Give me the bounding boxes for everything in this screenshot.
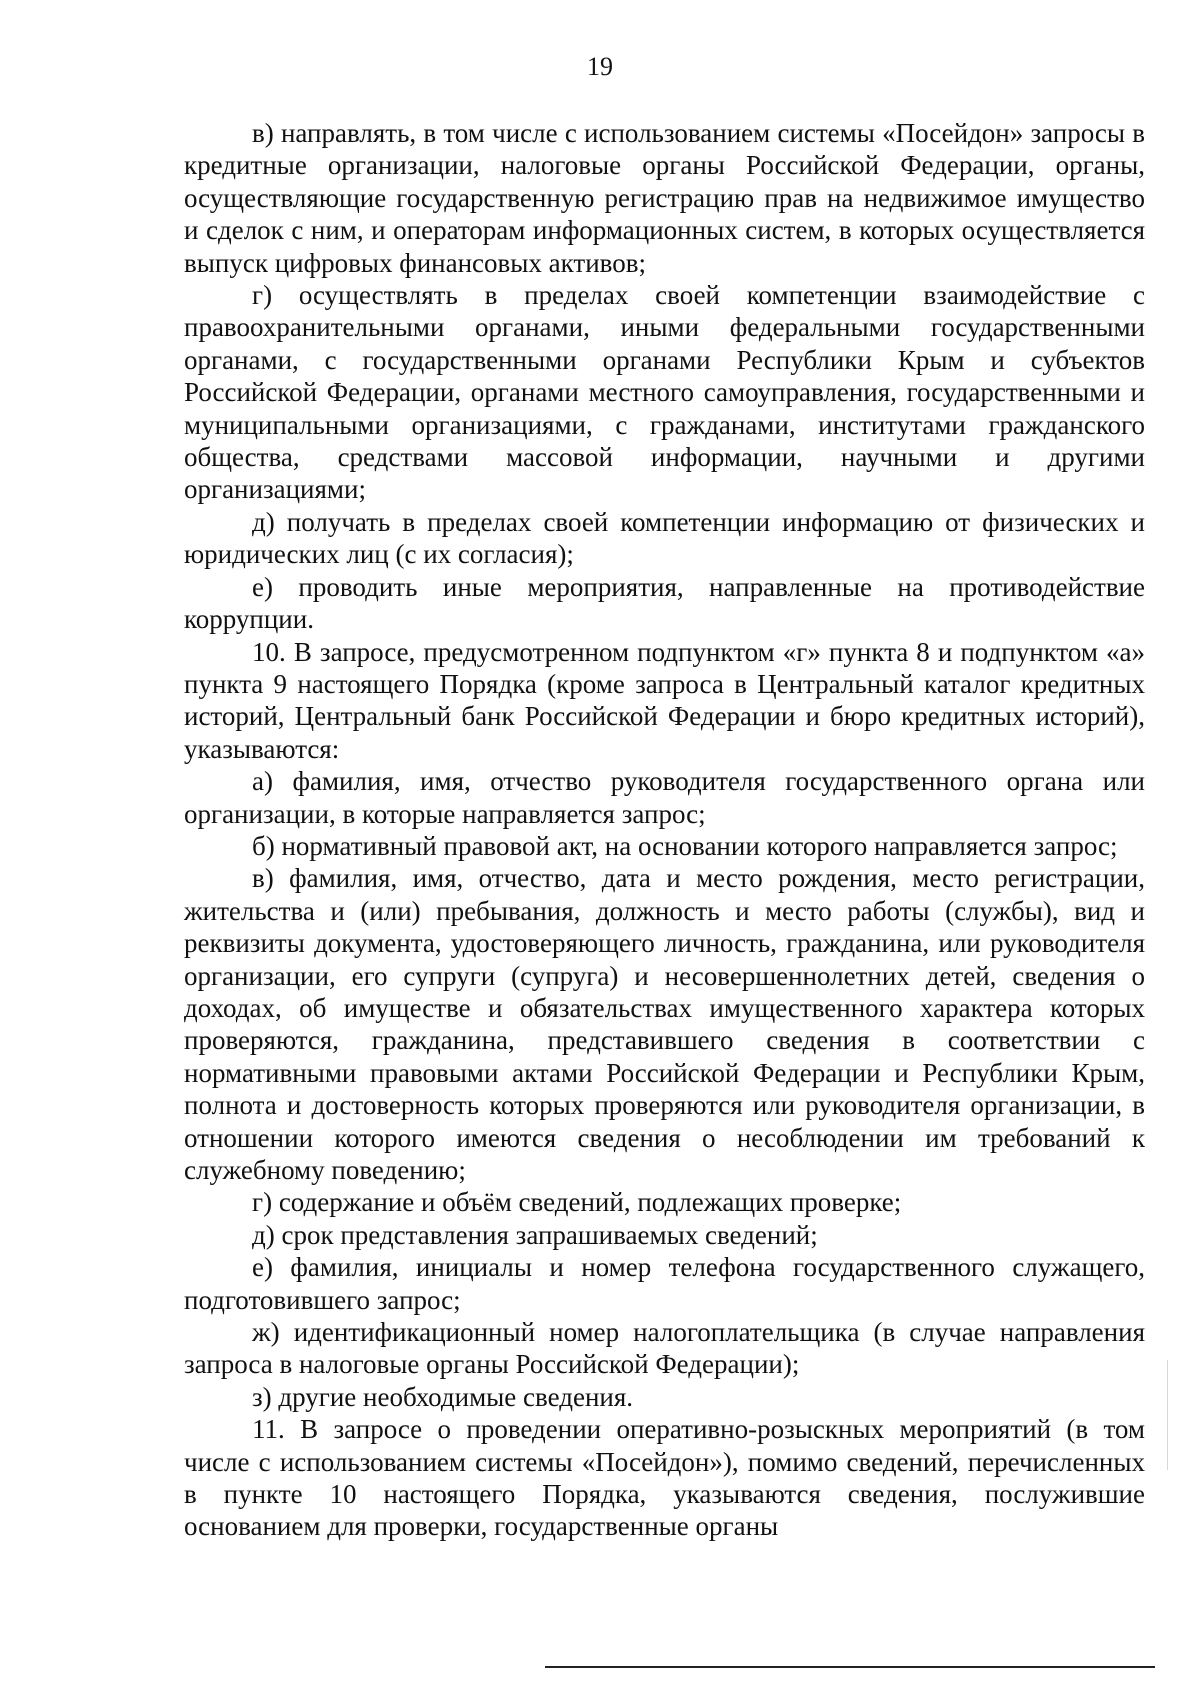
body-text: [184, 117, 1145, 1543]
paragraph-10d: д) срок представления запрашиваемых сведений;: [252, 1219, 818, 1250]
paragraph-11: 11. В запросе о проведении оперативно-розыскных мероприятий (в том числе с использованием системы «Посейдон»), помимо сведений, перечисленных в пункте 10 настоящего Порядка, указываются сведения, послужившие основанием для проверки, государственные органы: [184, 1414, 1145, 1542]
footer-rule: [545, 1666, 1155, 1668]
paragraph-10: 10. В запросе, предусмотренном подпунктом «г» пункта 8 и подпунктом «а» пункта 9 настоящего Порядка (кроме запроса в Центральный каталог кредитных историй, Центральный банк Российской Федерации и бюро кредитных историй), указываются:: [184, 636, 1145, 764]
paragraph-9g: г) осуществлять в пределах своей компетенции взаимодействие с правоохранительными органами, иными федеральными государственными органами, с государственными органами Республики Крым и субъектов Российской Федерации, органами местного самоуправления, государственными и муниципальными организациями, с гражданами, институтами гражданского общества, средствами массовой информации, научными и другими организациями;: [184, 280, 1145, 505]
paragraph-10zh: ж) идентификационный номер налогоплательщика (в случае направления запроса в налоговые органы Российской Федерации);: [184, 1317, 1145, 1380]
paragraph-9e: е) проводить иные мероприятия, направленные на противодействие коррупции.: [184, 571, 1145, 635]
page-number: 19: [587, 52, 613, 81]
paragraph-10b: б) нормативный правовой акт, на основании которого направляется запрос;: [252, 830, 1118, 861]
scan-margin-mark: [1167, 1360, 1168, 1470]
paragraph-9d: д) получать в пределах своей компетенции информацию от физических и юридических лиц (с их согласия);: [184, 506, 1145, 570]
paragraph-10g: г) содержание и объём сведений, подлежащих проверке;: [252, 1187, 902, 1218]
paragraph-10a: а) фамилия, имя, отчество руководителя государственного органа или организации, в которые направляется запрос;: [184, 766, 1145, 829]
paragraph-10z: з) другие необходимые сведения.: [252, 1381, 634, 1412]
paragraph-9v: в) направлять, в том числе с использованием системы «Посейдон» запросы в кредитные организации, налоговые органы Российской Федерации, органы, осуществляющие государственную регистрацию прав на недвижимое имущество и сделок с ним, и операторам информационных систем, в которых осуществляется выпуск цифровых финансовых активов;: [184, 118, 1145, 278]
paragraph-10v: в) фамилия, имя, отчество, дата и место рождения, место регистрации, жительства и (или) пребывания, должность и место работы (службы), вид и реквизиты документа, удостоверяющего личность, гражданина, или руководителя организации, его супруги (супруга) и несовершеннолетних детей, сведения о доходах, об имуществе и обязательствах имущественного характера которых проверяются, гражданина, представившего сведения в соответствии с нормативными правовыми актами Российской Федерации и Республики Крым, полнота и достоверность которых проверяются или руководителя организации, в отношении которого имеются сведения о несоблюдении им требований к служебному поведению;: [184, 863, 1145, 1185]
paragraph-10e: е) фамилия, инициалы и номер телефона государственного служащего, подготовившего запрос;: [184, 1252, 1145, 1315]
